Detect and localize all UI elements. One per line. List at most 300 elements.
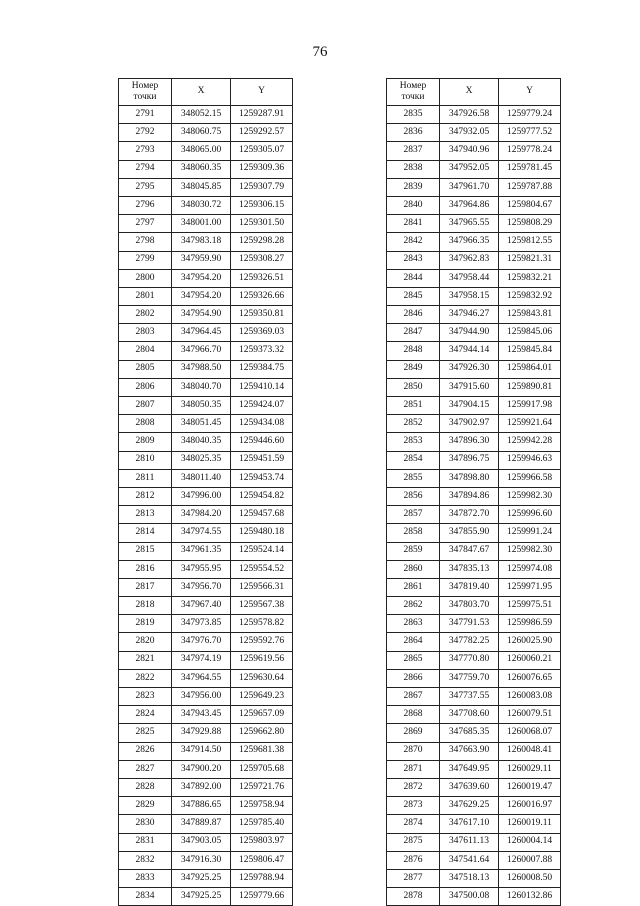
- x-cell: 347929.88: [172, 724, 231, 742]
- table-row: [119, 287, 293, 305]
- point-number-cell: 2819: [119, 615, 172, 633]
- y-cell: 1259662.80: [231, 724, 293, 742]
- table-row: [387, 342, 561, 360]
- point-number-cell: 2850: [387, 378, 440, 396]
- table-row: [387, 360, 561, 378]
- y-cell: 1260029.11: [499, 760, 561, 778]
- point-number-cell: 2818: [119, 597, 172, 615]
- y-cell: 1259306.15: [231, 196, 293, 214]
- x-cell: 348030.72: [172, 196, 231, 214]
- table-body-left: [119, 106, 293, 906]
- y-cell: 1259657.09: [231, 706, 293, 724]
- x-cell: 347782.25: [440, 633, 499, 651]
- table-row: [387, 269, 561, 287]
- column-header-x: X: [172, 79, 231, 106]
- table-row: [119, 815, 293, 833]
- y-cell: 1260132.86: [499, 888, 561, 906]
- point-number-cell: 2823: [119, 688, 172, 706]
- x-cell: 347900.20: [172, 760, 231, 778]
- x-cell: 347944.90: [440, 324, 499, 342]
- x-cell: 347974.55: [172, 524, 231, 542]
- y-cell: 1259566.31: [231, 578, 293, 596]
- x-cell: 348051.45: [172, 415, 231, 433]
- coordinates-table-left: [118, 78, 293, 906]
- table-row: [387, 433, 561, 451]
- y-cell: 1259779.24: [499, 106, 561, 124]
- point-number-cell: 2861: [387, 578, 440, 596]
- y-cell: 1260016.97: [499, 797, 561, 815]
- point-number-cell: 2827: [119, 760, 172, 778]
- table-row: [119, 597, 293, 615]
- point-number-cell: 2808: [119, 415, 172, 433]
- point-number-cell: 2852: [387, 415, 440, 433]
- point-number-cell: 2878: [387, 888, 440, 906]
- point-number-cell: 2822: [119, 669, 172, 687]
- point-number-cell: 2846: [387, 306, 440, 324]
- y-cell: 1259864.01: [499, 360, 561, 378]
- y-cell: 1259946.63: [499, 451, 561, 469]
- x-cell: 347940.96: [440, 142, 499, 160]
- point-number-cell: 2799: [119, 251, 172, 269]
- table-row: [387, 615, 561, 633]
- x-cell: 347916.30: [172, 851, 231, 869]
- point-number-cell: 2871: [387, 760, 440, 778]
- table-row: [387, 578, 561, 596]
- point-number-cell: 2832: [119, 851, 172, 869]
- point-number-cell: 2795: [119, 178, 172, 196]
- y-cell: 1260019.47: [499, 778, 561, 796]
- x-cell: 347966.70: [172, 342, 231, 360]
- table-row: [119, 342, 293, 360]
- table-row: [387, 742, 561, 760]
- point-number-cell: 2839: [387, 178, 440, 196]
- point-number-cell: 2847: [387, 324, 440, 342]
- table-row: [119, 324, 293, 342]
- point-number-cell: 2837: [387, 142, 440, 160]
- table-row: [387, 778, 561, 796]
- y-cell: 1260004.14: [499, 833, 561, 851]
- y-cell: 1260060.21: [499, 651, 561, 669]
- table-row: [387, 815, 561, 833]
- y-cell: 1259966.58: [499, 469, 561, 487]
- point-number-cell: 2866: [387, 669, 440, 687]
- y-cell: 1259781.45: [499, 160, 561, 178]
- point-number-cell: 2862: [387, 597, 440, 615]
- point-number-cell: 2858: [387, 524, 440, 542]
- point-number-cell: 2848: [387, 342, 440, 360]
- point-number-cell: 2809: [119, 433, 172, 451]
- table-row: [387, 487, 561, 505]
- x-cell: 347954.20: [172, 269, 231, 287]
- table-row: [119, 306, 293, 324]
- point-number-cell: 2798: [119, 233, 172, 251]
- y-cell: 1259309.36: [231, 160, 293, 178]
- x-cell: 347500.08: [440, 888, 499, 906]
- x-cell: 347974.19: [172, 651, 231, 669]
- x-cell: 347959.90: [172, 251, 231, 269]
- x-cell: 347954.20: [172, 287, 231, 305]
- y-cell: 1259630.64: [231, 669, 293, 687]
- x-cell: 347902.97: [440, 415, 499, 433]
- point-number-cell: 2853: [387, 433, 440, 451]
- table-row: [387, 797, 561, 815]
- table-row: [387, 215, 561, 233]
- y-cell: 1259298.28: [231, 233, 293, 251]
- table-row: [387, 124, 561, 142]
- x-cell: 347962.83: [440, 251, 499, 269]
- point-number-cell: 2817: [119, 578, 172, 596]
- y-cell: 1259777.52: [499, 124, 561, 142]
- table-row: [119, 778, 293, 796]
- point-number-cell: 2826: [119, 742, 172, 760]
- table-row: [119, 469, 293, 487]
- x-cell: 347952.05: [440, 160, 499, 178]
- header-num-line2: точки: [133, 92, 157, 102]
- y-cell: 1259986.59: [499, 615, 561, 633]
- coordinates-table-right: [386, 78, 561, 906]
- y-cell: 1259524.14: [231, 542, 293, 560]
- table-row: [387, 524, 561, 542]
- point-number-cell: 2856: [387, 487, 440, 505]
- table-row: [119, 633, 293, 651]
- page-number: 76: [312, 44, 328, 60]
- table-row: [387, 542, 561, 560]
- y-cell: 1260048.41: [499, 742, 561, 760]
- table-row: [119, 724, 293, 742]
- table-row: [119, 378, 293, 396]
- point-number-cell: 2797: [119, 215, 172, 233]
- x-cell: 347835.13: [440, 560, 499, 578]
- table-row: [119, 869, 293, 887]
- point-number-cell: 2835: [387, 106, 440, 124]
- point-number-cell: 2801: [119, 287, 172, 305]
- x-cell: 347966.35: [440, 233, 499, 251]
- x-cell: 348045.85: [172, 178, 231, 196]
- x-cell: 348065.00: [172, 142, 231, 160]
- table-row: [119, 669, 293, 687]
- x-cell: 347847.67: [440, 542, 499, 560]
- table-row: [119, 542, 293, 560]
- point-number-cell: 2877: [387, 869, 440, 887]
- table-row: [387, 178, 561, 196]
- y-cell: 1259451.59: [231, 451, 293, 469]
- point-number-cell: 2865: [387, 651, 440, 669]
- y-cell: 1259705.68: [231, 760, 293, 778]
- x-cell: 347944.14: [440, 342, 499, 360]
- point-number-cell: 2811: [119, 469, 172, 487]
- x-cell: 347770.80: [440, 651, 499, 669]
- x-cell: 347872.70: [440, 506, 499, 524]
- point-number-cell: 2805: [119, 360, 172, 378]
- y-cell: 1259453.74: [231, 469, 293, 487]
- point-number-cell: 2833: [119, 869, 172, 887]
- x-cell: 347996.00: [172, 487, 231, 505]
- table-row: [387, 106, 561, 124]
- table-row: [119, 397, 293, 415]
- y-cell: 1259787.88: [499, 178, 561, 196]
- y-cell: 1259384.75: [231, 360, 293, 378]
- point-number-cell: 2842: [387, 233, 440, 251]
- x-cell: 347819.40: [440, 578, 499, 596]
- y-cell: 1259785.40: [231, 815, 293, 833]
- y-cell: 1259410.14: [231, 378, 293, 396]
- x-cell: 348052.15: [172, 106, 231, 124]
- x-cell: 347932.05: [440, 124, 499, 142]
- point-number-cell: 2806: [119, 378, 172, 396]
- y-cell: 1259326.51: [231, 269, 293, 287]
- table-row: [119, 124, 293, 142]
- y-cell: 1259454.82: [231, 487, 293, 505]
- point-number-cell: 2860: [387, 560, 440, 578]
- x-cell: 347896.30: [440, 433, 499, 451]
- y-cell: 1260083.08: [499, 688, 561, 706]
- x-cell: 347926.30: [440, 360, 499, 378]
- point-number-cell: 2840: [387, 196, 440, 214]
- point-number-cell: 2816: [119, 560, 172, 578]
- point-number-cell: 2844: [387, 269, 440, 287]
- header-num-line1: Номер: [131, 81, 159, 92]
- x-cell: 347898.80: [440, 469, 499, 487]
- point-number-cell: 2807: [119, 397, 172, 415]
- point-number-cell: 2830: [119, 815, 172, 833]
- x-cell: 348001.00: [172, 215, 231, 233]
- x-cell: 347964.45: [172, 324, 231, 342]
- y-cell: 1259457.68: [231, 506, 293, 524]
- y-cell: 1259890.81: [499, 378, 561, 396]
- y-cell: 1259350.81: [231, 306, 293, 324]
- y-cell: 1259554.52: [231, 560, 293, 578]
- column-header-point-number: [387, 79, 440, 106]
- x-cell: 347611.13: [440, 833, 499, 851]
- x-cell: 348060.35: [172, 160, 231, 178]
- header-num-line2: точки: [401, 92, 425, 102]
- x-cell: 347791.53: [440, 615, 499, 633]
- x-cell: 347803.70: [440, 597, 499, 615]
- point-number-cell: 2810: [119, 451, 172, 469]
- x-cell: 347759.70: [440, 669, 499, 687]
- table-row: [119, 560, 293, 578]
- table-row: [119, 233, 293, 251]
- table-row: [119, 578, 293, 596]
- table-row: [387, 415, 561, 433]
- table-row: [387, 633, 561, 651]
- y-cell: 1260068.07: [499, 724, 561, 742]
- table-row: [387, 142, 561, 160]
- table-row: [119, 760, 293, 778]
- table-row: [387, 688, 561, 706]
- x-cell: 347685.35: [440, 724, 499, 742]
- y-cell: 1259779.66: [231, 888, 293, 906]
- point-number-cell: 2873: [387, 797, 440, 815]
- table-row: [119, 706, 293, 724]
- table-row: [119, 797, 293, 815]
- table-row: [387, 651, 561, 669]
- point-number-cell: 2872: [387, 778, 440, 796]
- table-row: [387, 287, 561, 305]
- y-cell: 1259287.91: [231, 106, 293, 124]
- y-cell: 1259480.18: [231, 524, 293, 542]
- table-row: [119, 251, 293, 269]
- x-cell: 347894.86: [440, 487, 499, 505]
- point-number-cell: 2825: [119, 724, 172, 742]
- point-number-cell: 2820: [119, 633, 172, 651]
- point-number-cell: 2864: [387, 633, 440, 651]
- y-cell: 1260008.50: [499, 869, 561, 887]
- column-header-point-number: [119, 79, 172, 106]
- table-row: [119, 888, 293, 906]
- y-cell: 1260079.51: [499, 706, 561, 724]
- y-cell: 1259308.27: [231, 251, 293, 269]
- table-row: [119, 196, 293, 214]
- point-number-cell: 2812: [119, 487, 172, 505]
- point-number-cell: 2796: [119, 196, 172, 214]
- table-row: [387, 469, 561, 487]
- x-cell: 348025.35: [172, 451, 231, 469]
- y-cell: 1259917.98: [499, 397, 561, 415]
- x-cell: 347892.00: [172, 778, 231, 796]
- table-row: [387, 451, 561, 469]
- x-cell: 347737.55: [440, 688, 499, 706]
- y-cell: 1259832.92: [499, 287, 561, 305]
- column-header-x: X: [440, 79, 499, 106]
- x-cell: 348040.70: [172, 378, 231, 396]
- y-cell: 1259812.55: [499, 233, 561, 251]
- table-row: [387, 760, 561, 778]
- table-row: [387, 669, 561, 687]
- y-cell: 1259373.32: [231, 342, 293, 360]
- x-cell: 347958.44: [440, 269, 499, 287]
- column-header-y: Y: [231, 79, 293, 106]
- y-cell: 1259758.94: [231, 797, 293, 815]
- y-cell: 1260025.90: [499, 633, 561, 651]
- y-cell: 1260076.65: [499, 669, 561, 687]
- x-cell: 347663.90: [440, 742, 499, 760]
- table-row: [387, 251, 561, 269]
- y-cell: 1259991.24: [499, 524, 561, 542]
- y-cell: 1259803.97: [231, 833, 293, 851]
- y-cell: 1259292.57: [231, 124, 293, 142]
- y-cell: 1259619.56: [231, 651, 293, 669]
- column-header-y: Y: [499, 79, 561, 106]
- point-number-cell: 2829: [119, 797, 172, 815]
- table-row: [119, 615, 293, 633]
- x-cell: 347943.45: [172, 706, 231, 724]
- x-cell: 347617.10: [440, 815, 499, 833]
- table-row: [387, 706, 561, 724]
- x-cell: 347964.86: [440, 196, 499, 214]
- point-number-cell: 2803: [119, 324, 172, 342]
- x-cell: 347886.65: [172, 797, 231, 815]
- table-row: [119, 742, 293, 760]
- y-cell: 1259921.64: [499, 415, 561, 433]
- table-row: [387, 724, 561, 742]
- table-row: [119, 524, 293, 542]
- x-cell: 348040.35: [172, 433, 231, 451]
- point-number-cell: 2814: [119, 524, 172, 542]
- table-row: [119, 506, 293, 524]
- x-cell: 347964.55: [172, 669, 231, 687]
- y-cell: 1259996.60: [499, 506, 561, 524]
- x-cell: 347955.95: [172, 560, 231, 578]
- x-cell: 347541.64: [440, 851, 499, 869]
- y-cell: 1259832.21: [499, 269, 561, 287]
- point-number-cell: 2794: [119, 160, 172, 178]
- point-number-cell: 2804: [119, 342, 172, 360]
- point-number-cell: 2857: [387, 506, 440, 524]
- table-row: [119, 415, 293, 433]
- x-cell: 348060.75: [172, 124, 231, 142]
- point-number-cell: 2791: [119, 106, 172, 124]
- x-cell: 347973.85: [172, 615, 231, 633]
- table-row: [387, 306, 561, 324]
- y-cell: 1259982.30: [499, 487, 561, 505]
- y-cell: 1259806.47: [231, 851, 293, 869]
- y-cell: 1259808.29: [499, 215, 561, 233]
- point-number-cell: 2870: [387, 742, 440, 760]
- x-cell: 347925.25: [172, 888, 231, 906]
- y-cell: 1259301.50: [231, 215, 293, 233]
- table-row: [387, 833, 561, 851]
- table-row: [119, 106, 293, 124]
- y-cell: 1259434.08: [231, 415, 293, 433]
- table-row: [387, 597, 561, 615]
- x-cell: 347956.70: [172, 578, 231, 596]
- table-row: [387, 233, 561, 251]
- y-cell: 1259369.03: [231, 324, 293, 342]
- y-cell: 1259845.06: [499, 324, 561, 342]
- table-header-row: [119, 79, 293, 106]
- x-cell: 347855.90: [440, 524, 499, 542]
- x-cell: 347965.55: [440, 215, 499, 233]
- y-cell: 1259424.07: [231, 397, 293, 415]
- y-cell: 1259974.08: [499, 560, 561, 578]
- point-number-cell: 2867: [387, 688, 440, 706]
- table-row: [387, 160, 561, 178]
- y-cell: 1259721.76: [231, 778, 293, 796]
- y-cell: 1259982.30: [499, 542, 561, 560]
- point-number-cell: 2802: [119, 306, 172, 324]
- x-cell: 347629.25: [440, 797, 499, 815]
- table-row: [387, 851, 561, 869]
- x-cell: 347954.90: [172, 306, 231, 324]
- x-cell: 347946.27: [440, 306, 499, 324]
- y-cell: 1259778.24: [499, 142, 561, 160]
- y-cell: 1259971.95: [499, 578, 561, 596]
- point-number-cell: 2831: [119, 833, 172, 851]
- point-number-cell: 2868: [387, 706, 440, 724]
- table-body-right: [387, 106, 561, 906]
- point-number-cell: 2876: [387, 851, 440, 869]
- table-row: [119, 451, 293, 469]
- table-row: [387, 506, 561, 524]
- y-cell: 1259446.60: [231, 433, 293, 451]
- x-cell: 347925.25: [172, 869, 231, 887]
- y-cell: 1259649.23: [231, 688, 293, 706]
- point-number-cell: 2849: [387, 360, 440, 378]
- y-cell: 1259326.66: [231, 287, 293, 305]
- table-row: [119, 178, 293, 196]
- x-cell: 347903.05: [172, 833, 231, 851]
- y-cell: 1259942.28: [499, 433, 561, 451]
- table-row: [119, 360, 293, 378]
- x-cell: 347896.75: [440, 451, 499, 469]
- point-number-cell: 2828: [119, 778, 172, 796]
- x-cell: 347967.40: [172, 597, 231, 615]
- table-row: [387, 397, 561, 415]
- point-number-cell: 2854: [387, 451, 440, 469]
- point-number-cell: 2869: [387, 724, 440, 742]
- y-cell: 1259843.81: [499, 306, 561, 324]
